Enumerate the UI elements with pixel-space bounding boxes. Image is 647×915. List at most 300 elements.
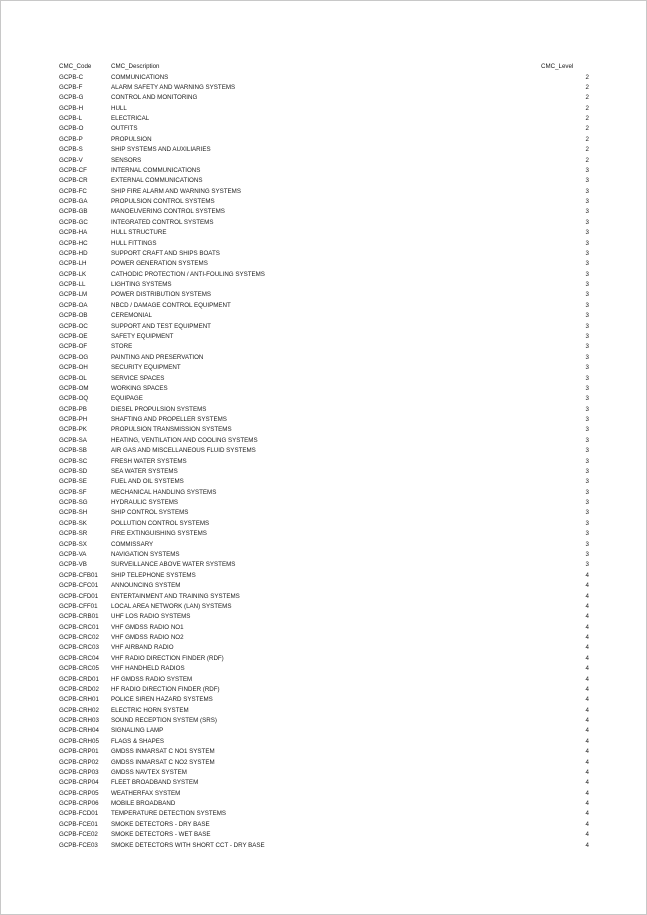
cell-code: GCPB-GB	[59, 208, 88, 216]
cell-code: GCPB-PB	[59, 405, 87, 413]
cell-level: 3	[585, 198, 589, 206]
table-row	[1, 135, 646, 145]
cell-description: FLEET BROADBAND SYSTEM	[111, 779, 199, 787]
table-row	[1, 581, 646, 591]
cell-level: 4	[585, 768, 589, 776]
cell-level: 2	[585, 125, 589, 133]
cell-code: GCPB-CRD01	[59, 675, 99, 683]
cell-code: GCPB-CRH05	[59, 737, 99, 745]
cell-description: SIGNALING LAMP	[111, 727, 164, 735]
table-row	[1, 571, 646, 581]
cell-level: 4	[585, 675, 589, 683]
table-row	[1, 643, 646, 653]
cell-code: GCPB-CRC05	[59, 665, 99, 673]
cell-description: MECHANICAL HANDLING SYSTEMS	[111, 488, 217, 496]
table-row	[1, 550, 646, 560]
cell-description: VHF GMDSS RADIO NO1	[111, 623, 184, 631]
cell-level: 3	[585, 301, 589, 309]
cell-description: FRESH WATER SYSTEMS	[111, 457, 187, 465]
cell-level: 3	[585, 166, 589, 174]
cell-code: GCPB-FCE02	[59, 831, 98, 839]
cell-level: 2	[585, 146, 589, 154]
cell-description: MOBILE BROADBAND	[111, 800, 176, 808]
cell-code: GCPB-CRC01	[59, 623, 99, 631]
table-row	[1, 290, 646, 300]
table-row	[1, 529, 646, 539]
cell-code: GCPB-CRC03	[59, 644, 99, 652]
cell-description: SUPPORT CRAFT AND SHIPS BOATS	[111, 249, 220, 257]
cell-level: 3	[585, 467, 589, 475]
cell-code: GCPB-LL	[59, 281, 86, 289]
table-row	[1, 384, 646, 394]
cell-description: FIRE EXTINGUISHING SYSTEMS	[111, 530, 207, 538]
cell-level: 2	[585, 94, 589, 102]
cell-level: 4	[585, 685, 589, 693]
cell-level: 3	[585, 270, 589, 278]
cell-code: GCPB-CRP05	[59, 789, 99, 797]
cell-description: UHF LOS RADIO SYSTEMS	[111, 613, 191, 621]
cell-description: LOCAL AREA NETWORK (LAN) SYSTEMS	[111, 602, 232, 610]
cell-code: GCPB-PK	[59, 426, 87, 434]
table-row	[1, 332, 646, 342]
cell-code: GCPB-CRP01	[59, 748, 99, 756]
cell-level: 3	[585, 291, 589, 299]
cell-code: GCPB-LM	[59, 291, 88, 299]
cell-code: GCPB-SF	[59, 488, 87, 496]
cell-level: 2	[585, 104, 589, 112]
cell-code: GCPB-O	[59, 125, 84, 133]
cell-level: 4	[585, 654, 589, 662]
cell-description: PROPULSION TRANSMISSION SYSTEMS	[111, 426, 232, 434]
cell-code: GCPB-S	[59, 146, 83, 154]
table-row	[1, 73, 646, 83]
cell-level: 3	[585, 208, 589, 216]
table-row	[1, 592, 646, 602]
table-row	[1, 758, 646, 768]
cell-code: GCPB-FCE03	[59, 841, 98, 849]
cell-level: 4	[585, 727, 589, 735]
table-row	[1, 207, 646, 217]
cell-description: HULL STRUCTURE	[111, 229, 167, 237]
table-row	[1, 612, 646, 622]
table-row	[1, 145, 646, 155]
cell-description: AIR GAS AND MISCELLANEOUS FLUID SYSTEMS	[111, 447, 256, 455]
cell-description: HF GMDSS RADIO SYSTEM	[111, 675, 193, 683]
cell-description: SURVEILLANCE ABOVE WATER SYSTEMS	[111, 561, 236, 569]
cell-description: PAINTING AND PRESERVATION	[111, 353, 204, 361]
cell-level: 4	[585, 831, 589, 839]
cell-level: 3	[585, 343, 589, 351]
cell-level: 3	[585, 488, 589, 496]
table-row	[1, 104, 646, 114]
cell-code: GCPB-HC	[59, 239, 88, 247]
cell-level: 3	[585, 478, 589, 486]
cell-level: 3	[585, 426, 589, 434]
cell-level: 4	[585, 623, 589, 631]
cell-description: SMOKE DETECTORS - WET BASE	[111, 831, 211, 839]
cell-level: 3	[585, 395, 589, 403]
cell-description: LIGHTING SYSTEMS	[111, 281, 172, 289]
cell-description: SAFETY EQUIPMENT	[111, 333, 174, 340]
cell-description: STORE	[111, 343, 133, 351]
cell-code: GCPB-CRH04	[59, 727, 99, 735]
table-row	[1, 249, 646, 259]
table-row	[1, 457, 646, 467]
cell-code: GCPB-FCD01	[59, 810, 99, 818]
cell-level: 3	[585, 416, 589, 424]
cell-description: INTEGRATED CONTROL SYSTEMS	[111, 218, 214, 226]
table-row	[1, 498, 646, 508]
cell-description: GMDSS NAVTEX SYSTEM	[111, 768, 187, 776]
cell-description: NBCD / DAMAGE CONTROL EQUIPMENT	[111, 301, 231, 309]
cell-code: GCPB-CFD01	[59, 592, 99, 600]
cell-description: EQUIPAGE	[111, 395, 143, 403]
cell-code: GCPB-CRC02	[59, 634, 99, 642]
cell-description: VHF RADIO DIRECTION FINDER (RDF)	[111, 654, 224, 662]
cell-level: 3	[585, 374, 589, 382]
table-row	[1, 374, 646, 384]
cell-description: MANOEUVERING CONTROL SYSTEMS	[111, 208, 225, 216]
cell-level: 4	[585, 800, 589, 808]
cell-level: 3	[585, 333, 589, 340]
cell-level: 4	[585, 696, 589, 704]
cell-code: GCPB-GA	[59, 198, 88, 206]
cell-level: 2	[585, 83, 589, 91]
cell-code: GCPB-OA	[59, 301, 88, 309]
cell-code: GCPB-CRH01	[59, 696, 99, 704]
cell-code: GCPB-CRH03	[59, 717, 99, 725]
cell-description: OUTFITS	[111, 125, 138, 133]
cell-level: 3	[585, 550, 589, 558]
cell-level: 4	[585, 737, 589, 745]
table-row	[1, 176, 646, 186]
cell-description: CATHODIC PROTECTION / ANTI-FOULING SYSTEMS	[111, 270, 265, 278]
cell-code: GCPB-P	[59, 135, 83, 143]
cell-description: SMOKE DETECTORS - DRY BASE	[111, 820, 210, 828]
cell-description: ELECTRIC HORN SYSTEM	[111, 706, 189, 714]
table-row	[1, 789, 646, 799]
table-row	[1, 353, 646, 363]
cell-level: 3	[585, 249, 589, 257]
cell-level: 3	[585, 509, 589, 517]
cell-code: GCPB-CRB01	[59, 613, 99, 621]
cell-level: 3	[585, 540, 589, 548]
table-row	[1, 166, 646, 176]
table-row	[1, 654, 646, 664]
cell-description: PROPULSION CONTROL SYSTEMS	[111, 198, 215, 206]
table-row	[1, 218, 646, 228]
cell-code: GCPB-CRP06	[59, 800, 99, 808]
table-row	[1, 519, 646, 529]
cell-level: 4	[585, 665, 589, 673]
table-row	[1, 259, 646, 269]
cell-code: GCPB-SE	[59, 478, 87, 486]
cell-description: CEREMONIAL	[111, 312, 152, 320]
cell-level: 3	[585, 436, 589, 444]
cell-description: ELECTRICAL	[111, 115, 150, 123]
cell-code: GCPB-SH	[59, 509, 88, 517]
cell-description: POLICE SIREN HAZARD SYSTEMS	[111, 696, 213, 704]
cell-description: ENTERTAINMENT AND TRAINING SYSTEMS	[111, 592, 240, 600]
cell-level: 3	[585, 499, 589, 507]
cell-description: HEATING, VENTILATION AND COOLING SYSTEMS	[111, 436, 258, 444]
cell-code: GCPB-SB	[59, 447, 87, 455]
cell-level: 3	[585, 239, 589, 247]
cell-description: COMMUNICATIONS	[111, 73, 169, 81]
table-row	[1, 488, 646, 498]
header-level: CMC_Level	[541, 63, 574, 70]
table-row	[1, 124, 646, 134]
table-row	[1, 508, 646, 518]
cell-description: POWER GENERATION SYSTEMS	[111, 260, 208, 268]
table-row	[1, 820, 646, 830]
cell-level: 4	[585, 748, 589, 756]
table-row	[1, 270, 646, 280]
cell-code: GCPB-OF	[59, 343, 88, 351]
cell-description: SHIP TELEPHONE SYSTEMS	[111, 571, 196, 579]
cell-code: GCPB-V	[59, 156, 83, 164]
cell-description: PROPULSION	[111, 135, 152, 143]
cell-description: SENSORS	[111, 156, 142, 164]
cell-level: 2	[585, 156, 589, 164]
cell-code: GCPB-PH	[59, 416, 88, 424]
cell-code: GCPB-FC	[59, 187, 87, 195]
table-row	[1, 841, 646, 851]
cell-code: GCPB-F	[59, 83, 83, 91]
table-row	[1, 602, 646, 612]
table-row	[1, 716, 646, 726]
cell-code: GCPB-CRP04	[59, 779, 99, 787]
cell-description: HYDRAULIC SYSTEMS	[111, 499, 179, 507]
cell-description: SHAFTING AND PROPELLER SYSTEMS	[111, 416, 227, 424]
cell-level: 4	[585, 717, 589, 725]
cell-level: 3	[585, 384, 589, 392]
cell-code: GCPB-SR	[59, 530, 88, 538]
cell-code: GCPB-CRH02	[59, 706, 99, 714]
cell-code: GCPB-OB	[59, 312, 88, 320]
table-row	[1, 156, 646, 166]
cell-level: 3	[585, 177, 589, 185]
table-row	[1, 664, 646, 674]
cell-code: GCPB-CRD02	[59, 685, 99, 693]
table-row	[1, 197, 646, 207]
cell-description: FUEL AND OIL SYSTEMS	[111, 478, 184, 486]
cell-description: EXTERNAL COMMUNICATIONS	[111, 177, 203, 185]
cell-description: NAVIGATION SYSTEMS	[111, 550, 180, 558]
cell-code: GCPB-OQ	[59, 395, 89, 403]
table-row	[1, 239, 646, 249]
cell-description: DIESEL PROPULSION SYSTEMS	[111, 405, 207, 413]
cell-code: GCPB-HA	[59, 229, 88, 237]
cell-code: GCPB-SX	[59, 540, 87, 548]
cell-code: GCPB-CRP03	[59, 768, 99, 776]
cell-level: 4	[585, 706, 589, 714]
cell-code: GCPB-SK	[59, 519, 87, 527]
cell-code: GCPB-CFB01	[59, 571, 98, 579]
table-row	[1, 405, 646, 415]
cell-code: GCPB-CR	[59, 177, 88, 185]
cell-description: COMMISSARY	[111, 540, 154, 548]
cell-description: SUPPORT AND TEST EQUIPMENT	[111, 322, 211, 330]
cell-description: VHF GMDSS RADIO NO2	[111, 634, 184, 642]
header-description: CMC_Description	[111, 63, 160, 70]
table-row	[1, 280, 646, 290]
cell-level: 4	[585, 634, 589, 642]
header-code: CMC_Code	[59, 63, 92, 70]
cell-code: GCPB-L	[59, 115, 83, 123]
cell-code: GCPB-SD	[59, 467, 88, 475]
cell-level: 3	[585, 353, 589, 361]
table-row	[1, 342, 646, 352]
cell-description: SOUND RECEPTION SYSTEM (SRS)	[111, 717, 217, 725]
table-row	[1, 436, 646, 446]
cell-level: 3	[585, 364, 589, 372]
cell-code: GCPB-FCE01	[59, 820, 98, 828]
cell-code: GCPB-OE	[59, 333, 88, 340]
cell-description: SEA WATER SYSTEMS	[111, 467, 178, 475]
table-row	[1, 809, 646, 819]
cell-code: GCPB-LH	[59, 260, 87, 268]
table-row	[1, 830, 646, 840]
cell-level: 4	[585, 582, 589, 590]
table-row	[1, 540, 646, 550]
cell-description: ALARM SAFETY AND WARNING SYSTEMS	[111, 83, 236, 91]
table-row	[1, 778, 646, 788]
cell-code: GCPB-H	[59, 104, 84, 112]
cell-code: GCPB-SA	[59, 436, 87, 444]
cell-level: 3	[585, 187, 589, 195]
cell-description: POLLUTION CONTROL SYSTEMS	[111, 519, 210, 527]
cell-code: GCPB-OH	[59, 364, 88, 372]
cell-code: GCPB-CFF01	[59, 602, 98, 610]
cell-code: GCPB-CF	[59, 166, 87, 174]
cell-level: 4	[585, 644, 589, 652]
cell-description: ANNOUNCING SYSTEM	[111, 582, 181, 590]
table-row	[1, 93, 646, 103]
cell-level: 3	[585, 260, 589, 268]
cell-level: 3	[585, 457, 589, 465]
cell-description: TEMPERATURE DETECTION SYSTEMS	[111, 810, 227, 818]
cell-level: 4	[585, 789, 589, 797]
cell-description: POWER DISTRIBUTION SYSTEMS	[111, 291, 212, 299]
cell-code: GCPB-HD	[59, 249, 88, 257]
cell-description: SECURITY EQUIPMENT	[111, 364, 181, 372]
cell-description: VHF HANDHELD RADIOS	[111, 665, 185, 673]
cell-code: GCPB-VB	[59, 561, 87, 569]
cell-level: 3	[585, 281, 589, 289]
cell-description: HULL FITTINGS	[111, 239, 157, 247]
cell-description: FLAGS & SHAPES	[111, 737, 164, 745]
cell-level: 4	[585, 571, 589, 579]
cell-description: SMOKE DETECTORS WITH SHORT CCT - DRY BASE	[111, 841, 265, 849]
cell-code: GCPB-C	[59, 73, 84, 81]
cell-description: SERVICE SPACES	[111, 374, 165, 382]
cell-level: 4	[585, 613, 589, 621]
cell-level: 3	[585, 218, 589, 226]
table-row	[1, 685, 646, 695]
cell-description: GMDSS INMARSAT C NO1 SYSTEM	[111, 748, 215, 756]
cell-description: HF RADIO DIRECTION FINDER (RDF)	[111, 685, 220, 693]
cell-description: CONTROL AND MONITORING	[111, 94, 198, 102]
cell-code: GCPB-SG	[59, 499, 88, 507]
table-row	[1, 633, 646, 643]
table-row	[1, 322, 646, 332]
cell-level: 3	[585, 519, 589, 527]
cell-code: GCPB-CRP02	[59, 758, 99, 766]
cell-code: GCPB-G	[59, 94, 84, 102]
cell-level: 4	[585, 592, 589, 600]
table-row	[1, 301, 646, 311]
cell-description: VHF AIRBAND RADIO	[111, 644, 174, 652]
cell-description: WEATHERFAX SYSTEM	[111, 789, 181, 797]
cell-code: GCPB-GC	[59, 218, 88, 226]
cell-description: SHIP CONTROL SYSTEMS	[111, 509, 189, 517]
table-row	[1, 394, 646, 404]
table-row	[1, 446, 646, 456]
table-row	[1, 799, 646, 809]
cell-description: SHIP FIRE ALARM AND WARNING SYSTEMS	[111, 187, 241, 195]
table-header	[1, 62, 646, 72]
table-row	[1, 768, 646, 778]
cell-level: 4	[585, 758, 589, 766]
cell-description: GMDSS INMARSAT C NO2 SYSTEM	[111, 758, 215, 766]
table-row	[1, 83, 646, 93]
cell-code: GCPB-VA	[59, 550, 87, 558]
cell-level: 4	[585, 602, 589, 610]
table-row	[1, 695, 646, 705]
cell-description: INTERNAL COMMUNICATIONS	[111, 166, 201, 174]
table-row	[1, 467, 646, 477]
cell-level: 3	[585, 561, 589, 569]
cell-level: 3	[585, 322, 589, 330]
table-row	[1, 747, 646, 757]
table-row	[1, 425, 646, 435]
cell-code: GCPB-SC	[59, 457, 88, 465]
cell-level: 4	[585, 810, 589, 818]
cell-level: 3	[585, 447, 589, 455]
cell-code: GCPB-LK	[59, 270, 87, 278]
cell-level: 3	[585, 405, 589, 413]
cell-code: GCPB-CRC04	[59, 654, 99, 662]
cell-level: 3	[585, 229, 589, 237]
table-row	[1, 560, 646, 570]
cell-description: SHIP SYSTEMS AND AUXILIARIES	[111, 146, 211, 154]
table-row	[1, 477, 646, 487]
table-row	[1, 737, 646, 747]
table-row	[1, 187, 646, 197]
cell-level: 3	[585, 530, 589, 538]
cell-description: HULL	[111, 104, 127, 112]
table-row	[1, 228, 646, 238]
cell-code: GCPB-OM	[59, 384, 89, 392]
cell-description: WORKING SPACES	[111, 384, 168, 392]
cell-level: 4	[585, 841, 589, 849]
table-row	[1, 415, 646, 425]
cell-code: GCPB-OG	[59, 353, 89, 361]
cell-level: 3	[585, 312, 589, 320]
cell-level: 4	[585, 779, 589, 787]
table-row	[1, 311, 646, 321]
table-row	[1, 706, 646, 716]
cell-level: 2	[585, 115, 589, 123]
cell-level: 4	[585, 820, 589, 828]
table-row	[1, 363, 646, 373]
table-row	[1, 114, 646, 124]
cell-code: GCPB-CFC01	[59, 582, 99, 590]
table-row	[1, 726, 646, 736]
cell-level: 2	[585, 73, 589, 81]
cell-code: GCPB-OC	[59, 322, 88, 330]
